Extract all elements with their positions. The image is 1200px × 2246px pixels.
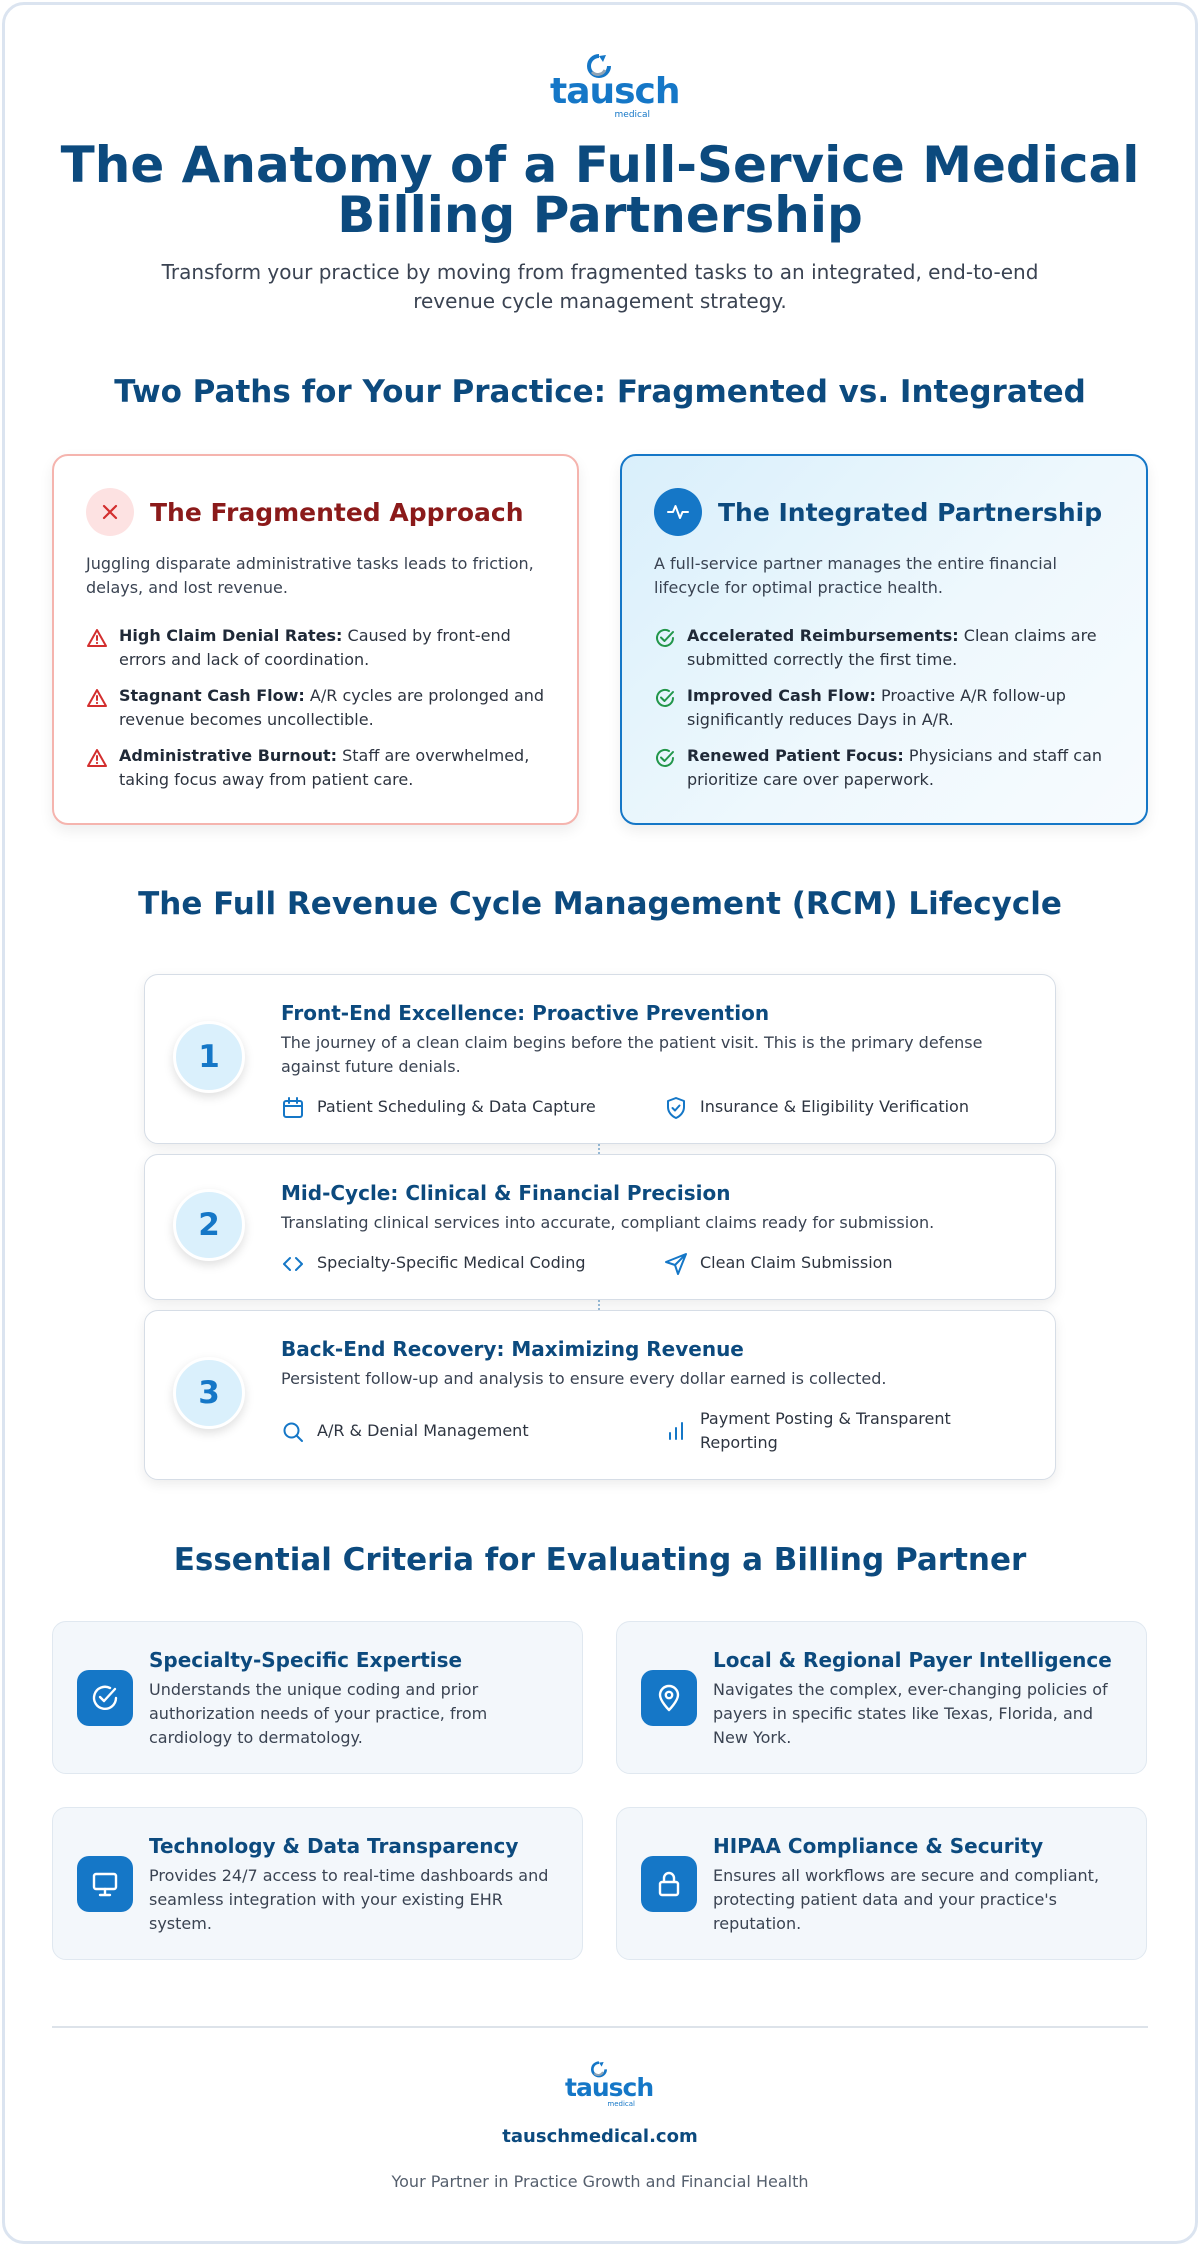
item-label: High Claim Denial Rates:: [119, 626, 343, 645]
item-label: Stagnant Cash Flow:: [119, 686, 305, 705]
footer-website-link[interactable]: tauschmedical.com: [502, 2126, 698, 2147]
criteria-description: Ensures all workflows are secure and compliant, protecting patient data and your practice's reputation.: [713, 1866, 1100, 1933]
step-connector: [598, 1144, 601, 1154]
item-text: Staff are overwhelmed, taking focus away from patient care.: [119, 746, 530, 789]
integrated-list: [654, 624, 1119, 804]
check-circle-icon: [654, 627, 676, 649]
criteria-title: Specialty-Specific Expertise: [149, 1648, 463, 1672]
footer-logo: [0, 2060, 1200, 2108]
step-feature: [664, 1407, 964, 1455]
step-feature: [664, 1251, 893, 1276]
fragmented-title: The Fragmented Approach: [150, 497, 524, 527]
bar-chart-icon: [664, 1419, 688, 1443]
feature-label: A/R & Denial Management: [317, 1421, 529, 1440]
x-icon: [86, 488, 134, 536]
step-number: 1: [173, 1021, 245, 1093]
list-item: [86, 684, 551, 744]
criteria-heading: Essential Criteria for Evaluating a Billing Partner: [173, 1542, 1027, 1578]
item-label: Administrative Burnout:: [119, 746, 338, 765]
step-title: Mid-Cycle: Clinical & Financial Precision: [281, 1181, 731, 1205]
criteria-description: Provides 24/7 access to real-time dashboards and seamless integration with your existing EHR system.: [149, 1866, 549, 1933]
warning-icon: [86, 627, 108, 649]
paths-heading: Two Paths for Your Practice: Fragmented vs. Integrated: [114, 374, 1086, 410]
criteria-description: Understands the unique coding and prior authorization needs of your practice, from cardiology to dermatology.: [149, 1680, 488, 1747]
lifecycle-heading: The Full Revenue Cycle Management (RCM) Lifecycle: [138, 886, 1062, 922]
warning-icon: [86, 687, 108, 709]
lock-icon: [641, 1856, 697, 1912]
criteria-card: [616, 1807, 1147, 1960]
item-label: Improved Cash Flow:: [687, 686, 876, 705]
feature-label: Clean Claim Submission: [700, 1253, 893, 1272]
step-title: Back-End Recovery: Maximizing Revenue: [281, 1337, 744, 1361]
logo-subword: medical: [607, 2100, 635, 2108]
step-feature: [281, 1419, 529, 1444]
search-icon: [281, 1420, 305, 1444]
feature-label: Specialty-Specific Medical Coding: [317, 1253, 586, 1272]
list-item: [654, 744, 1119, 804]
criteria-title: Technology & Data Transparency: [149, 1834, 519, 1858]
item-text: Caused by front-end errors and lack of coordination.: [119, 626, 511, 669]
code-icon: [281, 1252, 305, 1276]
integrated-title: The Integrated Partnership: [718, 497, 1103, 527]
lifecycle-step-3: [144, 1310, 1056, 1480]
logo-wordmark: tausch: [550, 71, 680, 112]
check-circle-icon: [654, 747, 676, 769]
badge-check-icon: [77, 1670, 133, 1726]
step-feature: [664, 1095, 969, 1120]
map-pin-icon: [641, 1670, 697, 1726]
item-text: A/R cycles are prolonged and revenue becomes uncollectible.: [119, 686, 545, 729]
page-subtitle: Transform your practice by moving from fragmented tasks to an integrated, end-to-end revenue cycle management strategy.: [161, 260, 1039, 313]
page-title: The Anatomy of a Full-Service Medical Billing Partnership: [60, 136, 1140, 244]
criteria-description: Navigates the complex, ever-changing policies of payers in specific states like Texas, Florida, and New York.: [713, 1680, 1108, 1747]
lifecycle-step-1: [144, 974, 1056, 1144]
step-description: Persistent follow-up and analysis to ensure every dollar earned is collected.: [281, 1369, 887, 1388]
logo-wordmark: tausch: [565, 2073, 654, 2102]
step-number: 3: [173, 1357, 245, 1429]
list-item: [86, 624, 551, 684]
step-connector: [598, 1300, 601, 1310]
list-item: [654, 624, 1119, 684]
footer-tagline: Your Partner in Practice Growth and Financial Health: [391, 2172, 809, 2191]
list-item: [654, 684, 1119, 744]
send-icon: [664, 1252, 688, 1276]
criteria-card: [616, 1621, 1147, 1774]
step-description: Translating clinical services into accurate, compliant claims ready for submission.: [281, 1213, 935, 1232]
step-number: 2: [173, 1189, 245, 1261]
feature-label: Insurance & Eligibility Verification: [700, 1097, 969, 1116]
monitor-icon: [77, 1856, 133, 1912]
feature-label: Payment Posting & Transparent Reporting: [700, 1409, 951, 1452]
fragmented-list: [86, 624, 551, 804]
criteria-card: [52, 1807, 583, 1960]
step-title: Front-End Excellence: Proactive Prevention: [281, 1001, 770, 1025]
item-text: Physicians and staff can prioritize care over paperwork.: [687, 746, 1103, 789]
step-feature: [281, 1251, 585, 1276]
list-item: [86, 744, 551, 804]
step-feature: [281, 1095, 596, 1120]
feature-label: Patient Scheduling & Data Capture: [317, 1097, 596, 1116]
calendar-icon: [281, 1096, 305, 1120]
pulse-icon: [654, 488, 702, 536]
fragmented-card: [52, 454, 579, 825]
brand-logo: [0, 52, 1200, 120]
criteria-title: HIPAA Compliance & Security: [713, 1834, 1044, 1858]
integrated-description: A full-service partner manages the entire financial lifecycle for optimal practice health.: [654, 554, 1057, 597]
item-text: Clean claims are submitted correctly the first time.: [687, 626, 1097, 669]
logo-subword: medical: [614, 110, 650, 120]
criteria-title: Local & Regional Payer Intelligence: [713, 1648, 1112, 1672]
item-label: Renewed Patient Focus:: [687, 746, 904, 765]
fragmented-description: Juggling disparate administrative tasks leads to friction, delays, and lost revenue.: [86, 554, 534, 597]
item-text: Proactive A/R follow-up significantly reduces Days in A/R.: [687, 686, 1066, 729]
criteria-card: [52, 1621, 583, 1774]
footer-divider: [52, 2026, 1148, 2028]
item-label: Accelerated Reimbursements:: [687, 626, 959, 645]
step-description: The journey of a clean claim begins before the patient visit. This is the primary defense against future denials.: [281, 1033, 983, 1076]
lifecycle-step-2: [144, 1154, 1056, 1300]
check-circle-icon: [654, 687, 676, 709]
shield-check-icon: [664, 1096, 688, 1120]
warning-icon: [86, 747, 108, 769]
integrated-card: [620, 454, 1148, 825]
